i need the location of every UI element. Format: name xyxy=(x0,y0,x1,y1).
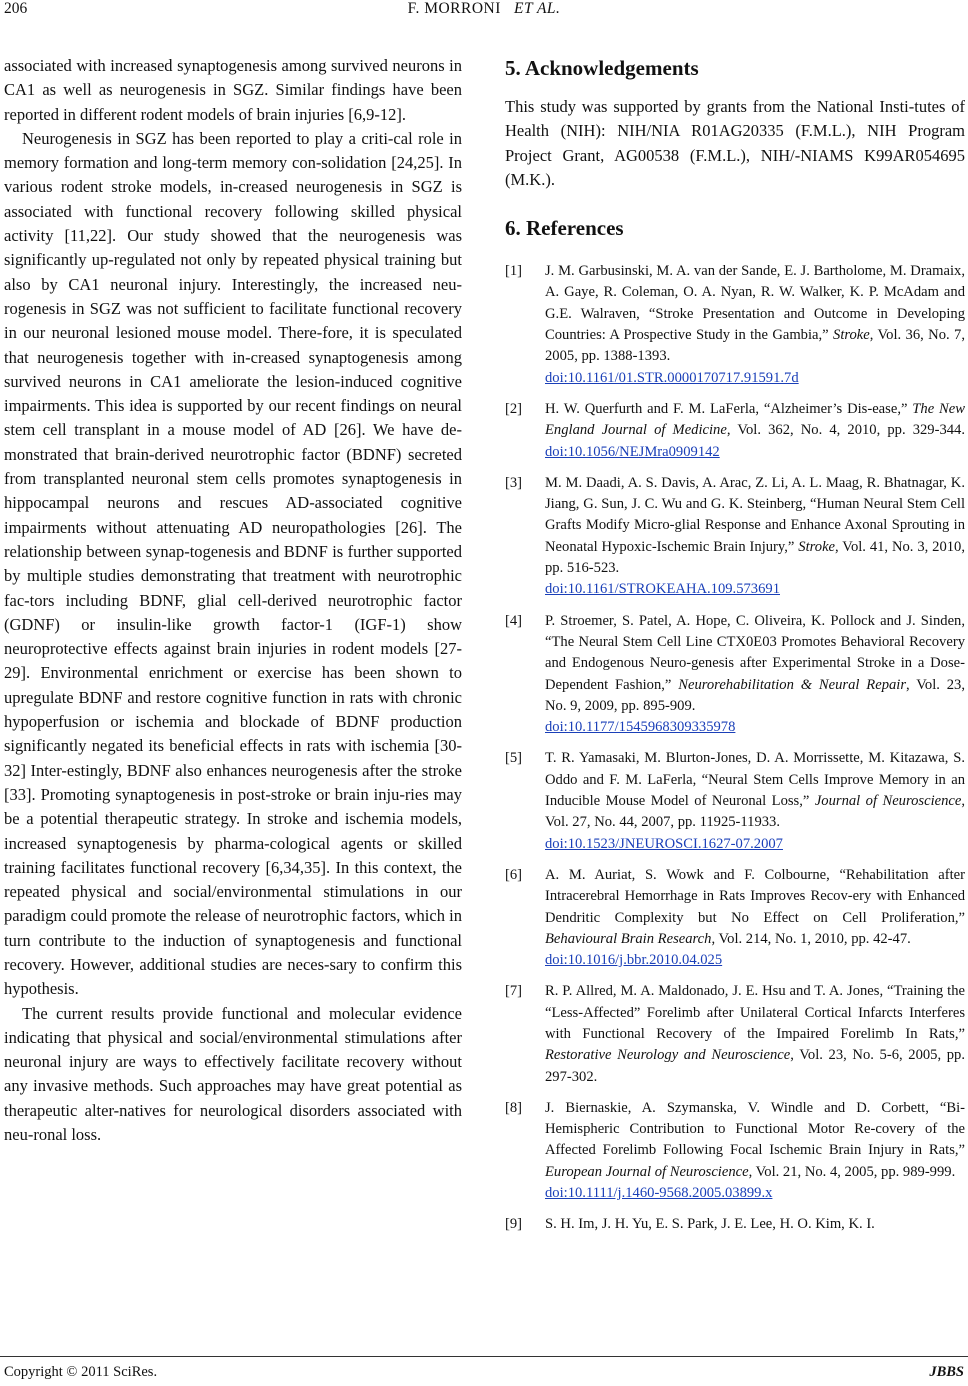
reference-body xyxy=(545,865,965,971)
reference-item xyxy=(505,981,965,1087)
reference-doi-link[interactable]: doi:10.1016/j.bbr.2010.04.025 xyxy=(545,952,723,969)
reference-authors-title: P. Stroemer, S. Patel, A. Hope, C. Oliveira, K. Pollock and J. Sinden, “The Neural Stem Cell Line CTX0E03 Promotes Behavioral Recovery and Endogenous Neuro-genesis after Experimental Stroke in a Dose-Dependent Fashion,” xyxy=(545,612,965,693)
running-head xyxy=(0,0,968,18)
reference-journal: Behavioural Brain Research xyxy=(545,930,712,947)
reference-body xyxy=(545,473,965,601)
reference-authors-title: S. H. Im, J. H. Yu, E. S. Park, J. E. Lee, H. O. Kim, K. I. xyxy=(545,1216,875,1233)
reference-body xyxy=(545,611,965,739)
reference-number: [6] xyxy=(505,866,523,883)
paragraph-continued: associated with increased synaptogenesis among survived neurons in CA1 as well as neurogenesis in SGZ. Similar findings have been reported in different rodent models of brain injuries [6,9-12]. xyxy=(4,56,462,124)
reference-number: [9] xyxy=(505,1216,523,1233)
reference-doi-link[interactable]: doi:10.1161/STROKEAHA.109.573691 xyxy=(545,581,780,598)
reference-body xyxy=(545,261,965,389)
reference-item xyxy=(505,748,965,854)
running-head-authors: F. MORRONI xyxy=(407,0,501,17)
footer-rule xyxy=(0,1356,968,1357)
reference-body xyxy=(545,1214,965,1235)
reference-doi-link[interactable]: doi:10.1177/1545968309335978 xyxy=(545,719,736,736)
reference-doi-link[interactable]: doi:10.1111/j.1460-9568.2005.03899.x xyxy=(545,1185,773,1202)
left-column xyxy=(4,54,462,1147)
reference-number: [2] xyxy=(505,400,523,417)
reference-item xyxy=(505,1098,965,1204)
reference-list xyxy=(505,261,965,1235)
reference-number: [7] xyxy=(505,983,523,1000)
reference-details: , Vol. 21, No. 4, 2005, pp. 989-999. xyxy=(748,1163,956,1180)
reference-item xyxy=(505,865,965,971)
reference-body xyxy=(545,981,965,1087)
reference-details: , Vol. 214, No. 1, 2010, pp. 42-47. xyxy=(711,930,911,947)
reference-item xyxy=(505,473,965,601)
reference-item xyxy=(505,1214,965,1235)
reference-journal: Stroke xyxy=(833,327,870,344)
reference-item xyxy=(505,399,965,463)
reference-journal: Restorative Neurology and Neuroscience xyxy=(545,1047,791,1064)
reference-journal: Stroke xyxy=(798,538,836,555)
reference-number: [8] xyxy=(505,1099,523,1116)
reference-authors-title: M. M. Daadi, A. S. Davis, A. Arac, Z. Li, A. L. Maag, R. Bhatnagar, K. Jiang, G. Sun, J. C. Wu and G. K. Steinberg, “Human Neural Stem Cell Grafts Modify Micro-glial Response and Enhance Axonal Sprouting in Neonatal Hypoxic-Ischemic Brain Injury,” xyxy=(545,474,965,555)
paragraph-conclusion: The current results provide functional and molecular evidence indicating that physical and social/environmental stimulations after neuronal injury are ways to effectively facilitate recovery without any invasive methods. Such approaches may have great potential as therapeutic alter-natives for neurological disorders associated with neu-ronal loss. xyxy=(4,1003,462,1145)
reference-details: , Vol. 362, No. 4, 2010, pp. 329-344. xyxy=(726,422,965,439)
page-header xyxy=(0,0,968,26)
reference-doi-link[interactable]: doi:10.1523/JNEUROSCI.1627-07.2007 xyxy=(545,835,783,852)
acknowledgements-text: This study was supported by grants from the National Insti-tutes of Health (NIH): NIH/NIA R01AG20335 (F.M.L.), NIH Program Project Grant, AG00538 (F.M.L.), NIH/-NIAMS K99AR054695 (M.K.). xyxy=(505,97,965,189)
reference-doi-link[interactable]: doi:10.1056/NEJMra0909142 xyxy=(545,443,720,460)
reference-item xyxy=(505,261,965,389)
page-footer xyxy=(0,1356,968,1386)
reference-authors-title: R. P. Allred, M. A. Maldonado, J. E. Hsu and T. A. Jones, “Training the “Less-Affected” Forelimb after Unilateral Cortical Infarcts Interferes with Functional Recovery of the Impaired Forelimb In Rats,” xyxy=(545,983,965,1042)
reference-details: , Vol. 41, No. 3, 2010, pp. 516-523. xyxy=(545,538,966,577)
reference-number: [1] xyxy=(505,263,523,280)
copyright-notice: Copyright © 2011 SciRes. xyxy=(4,1364,158,1380)
page-number: 206 xyxy=(4,0,28,17)
running-head-etal: ET AL. xyxy=(514,0,561,17)
paragraph-neurogenesis: Neurogenesis in SGZ has been reported to play a criti-cal role in memory formation and long-term memory con-solidation [24,25]. In various rodent stroke models, in-creased neurogenesis in SGZ is associated with functional recovery following skilled physical activity [11,22]. Our study showed that the neurogenesis was significantly up-regulated not only by repeated physical training but also by CA1 neuronal injury. Interestingly, the increased neu-rogenesis in SGZ was not sufficient to facilitate functional recovery in our neuronal lesioned mouse model. There-fore, it is speculated that neurogenesis together with in-creased synaptogenesis among survived neurons in CA1 ameliorate the lesion-induced cognitive impairments. This idea is supported by our recent findings on neural stem cell transplant in a mouse model of AD [26]. We have de-monstrated that brain-derived neurotrophic factor (BDNF) secreted from transplanted neuronal stem cells promotes synaptogenesis in hippocampal neurons and rescues AD-associated cognitive impairments without attenuating AD neuropathologies [26]. The relationship between synap-togenesis and BDNF is further supported by multiple studies demonstrating that treatment with neurotrophic fac-tors including BDNF, glial cell-derived neurotrophic factor (GDNF) or insulin-like growth factor-1 (IGF-1) show neuroprotective effects against brain injuries in rodent models [27-29]. Environmental enrichment or exercise has been shown to upregulate BDNF and restore cognitive function in rats with chronic hypoperfusion or ischemia and blockade of BDNF production significantly negated its beneficial effects in rats with ischemia [30-32] Inter-estingly, BDNF also enhances neurogenesis after the stroke [33]. Promoting synaptogenesis in post-stroke or brain inju-ries may be a potential therapeutic strategy. In stroke and ischemia models, increased synaptogenesis by pharma-cological agents or skilled training facilitates functional recovery [6,34,35]. In this context, the repeated physical and social/environmental stimulations in our paradigm could promote the release of neurotrophic factors, which in turn contribute to the induction of synaptogenesis and functional recovery. However, additional studies are neces-sary to confirm this hypothesis. xyxy=(4,128,462,999)
reference-number: [3] xyxy=(505,474,523,491)
reference-body xyxy=(545,1098,965,1204)
reference-details: , Vol. 27, No. 44, 2007, pp. 11925-11933. xyxy=(545,793,966,831)
reference-details: , Vol. 23, No. 9, 2009, pp. 895-909. xyxy=(545,676,965,714)
reference-authors-title: J. Biernaskie, A. Szymanska, V. Windle and D. Corbett, “Bi-Hemispheric Contribution to Functional Motor Re-covery of the Affected Forelimb Following Focal Ischemic Brain Injury in Rats,” xyxy=(545,1099,965,1159)
reference-details: , Vol. 23, No. 5-6, 2005, pp. 297-302. xyxy=(545,1047,965,1085)
reference-journal: Journal of Neuroscience xyxy=(814,793,962,810)
reference-number: [4] xyxy=(505,612,523,629)
right-column xyxy=(505,54,965,1246)
journal-abbreviation: JBBS xyxy=(929,1364,964,1380)
reference-journal: European Journal of Neuroscience xyxy=(545,1163,749,1180)
reference-journal: Neurorehabilitation & Neural Repair xyxy=(678,676,907,693)
reference-number: [5] xyxy=(505,750,523,767)
acknowledgements-heading: 5. Acknowledgements xyxy=(505,56,699,80)
reference-authors-title: J. M. Garbusinski, M. A. van der Sande, E. J. Bartholome, M. Dramaix, A. Gaye, R. Coleman, O. A. Nyan, R. W. Walker, K. P. McAdam and G.E. Walraven, “Stroke Presentation and Outcome in Developing Countries: A Prospective Study in the Gambia,” xyxy=(545,263,965,344)
reference-journal: The New England Journal of Medicine xyxy=(545,400,965,439)
reference-authors-title: T. R. Yamasaki, M. Blurton-Jones, D. A. Morrissette, M. Kitazawa, S. Oddo and F. M. LaFerla, “Neural Stem Cells Improve Memory in an Inducible Mouse Model of Neuronal Loss,” xyxy=(545,750,965,810)
reference-authors-title: H. W. Querfurth and F. M. LaFerla, “Alzheimer’s Dis-ease,” xyxy=(545,400,913,417)
reference-body xyxy=(545,399,965,463)
reference-doi-link[interactable]: doi:10.1161/01.STR.0000170717.91591.7d xyxy=(545,369,799,386)
reference-body xyxy=(545,748,965,854)
reference-item xyxy=(505,611,965,739)
reference-authors-title: A. M. Auriat, S. Wowk and F. Colbourne, “Rehabilitation after Intracerebral Hemorrhage in Rats Improves Recov-ery with Enhanced Dendritic Complexity but No Effect on Cell Proliferation,” xyxy=(545,866,965,926)
reference-details: , Vol. 36, No. 7, 2005, pp. 1388-1393. xyxy=(545,327,965,365)
references-heading: 6. References xyxy=(505,216,624,241)
